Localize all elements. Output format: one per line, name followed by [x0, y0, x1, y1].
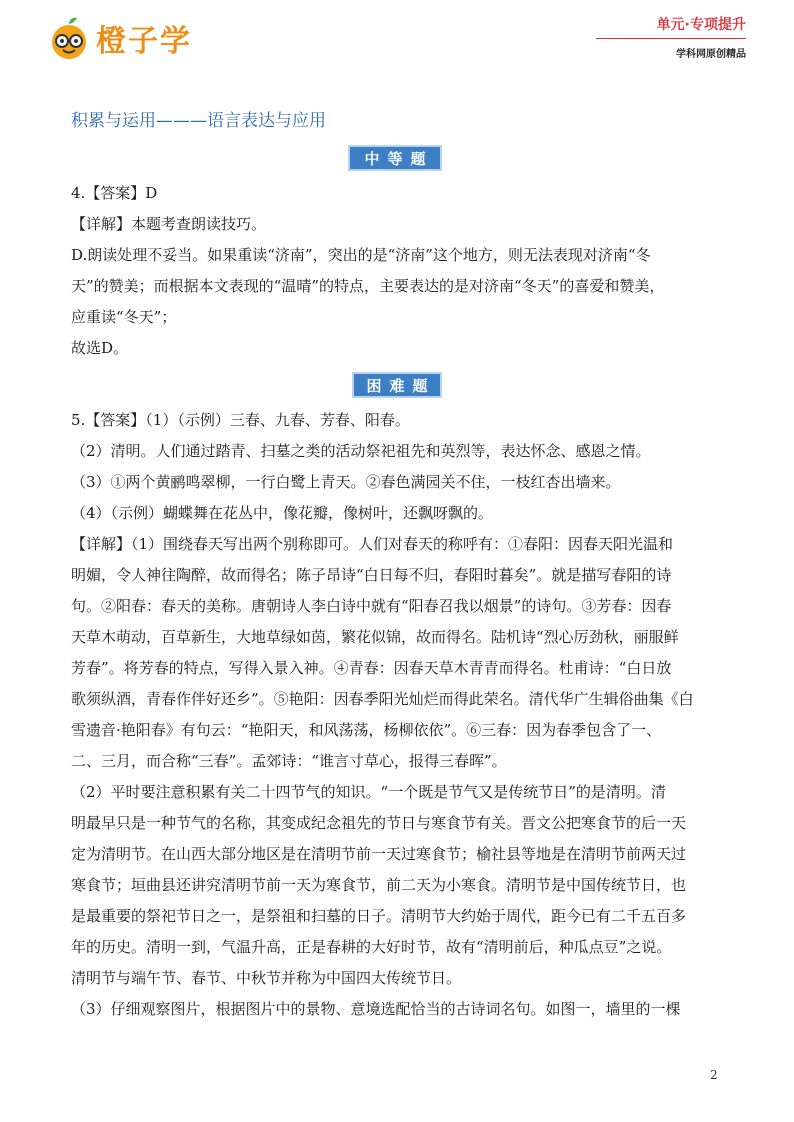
q5-detail-1-line: 芳春”。将芳春的特点，写得入景入神。④青春：因春天草木青青而得名。杜甫诗：“白日放	[71, 659, 672, 677]
tagline-main: 单元·专项提升	[656, 17, 746, 33]
q5-answer-2: （2）清明。人们通过踏青、扫墓之类的活动祭祀祖先和英烈等，表达怀念、感恩之情。	[71, 442, 651, 460]
q4-answer: 4.【答案】D	[71, 184, 158, 202]
q5-detail-2-line: 定为清明节。在山西大部分地区是在清明节前一天过寒食节；榆社县等地是在清明节前两天过	[71, 845, 687, 863]
tagline	[657, 14, 746, 60]
q4-line: 天”的赞美；而根据本文表现的“温晴”的特点，主要表达的是对济南“冬天”的喜爱和赞美，	[71, 277, 665, 295]
q5-answer-4: （4）（示例）蝴蝶舞在花丛中，像花瓣，像树叶，还飘呀飘的。	[71, 504, 494, 522]
q5-detail-3-line: （3）仔细观察图片，根据图片中的景物、意境选配恰当的古诗词名句。如图一，墙里的一棵	[71, 1000, 681, 1018]
page-number: 2	[710, 1068, 718, 1082]
q4-detail: 【详解】本题考查朗读技巧。	[71, 215, 267, 233]
q5-detail-1-line: 明媚，令人神往陶醉，故而得名；陈子昂诗“白日每不归，春阳时暮矣”。就是描写春阳的诗	[71, 566, 672, 584]
orange-mascot-icon	[48, 16, 90, 60]
q5-detail-2-line: 明最早只是一种节气的名称，其变成纪念祖先的节日与寒食节有关。晋文公把寒食节的后一天	[71, 814, 687, 832]
q5-detail-2-line: 是最重要的祭祀节日之一，是祭祖和扫墓的日子。清明节大约始于周代，距今已有二千五百多	[71, 907, 687, 925]
q4-line: D.朗读处理不妥当。如果重读“济南”，突出的是“济南”这个地方，则无法表现对济南“冬	[71, 246, 651, 264]
level-badge-medium: 中等题	[348, 145, 442, 171]
q5-detail-2-line: 寒食节；垣曲县还讲究清明节前一天为寒食节，前二天为小寒食。清明节是中国传统节日，也	[71, 876, 687, 894]
logo	[48, 16, 192, 60]
q5-detail-2-line: （2）平时要注意积累有关二十四节气的知识。“一个既是节气又是传统节日”的是清明。清	[71, 783, 666, 801]
q5-detail-1-line: 句。②阳春：春天的美称。唐朝诗人李白诗中就有“阳春召我以烟景”的诗句。③芳春：因春	[71, 597, 672, 615]
q5-detail-2-line: 年的历史。清明一到，气温升高，正是春耕的大好时节，故有“清明前后，种瓜点豆”之说。	[71, 938, 672, 956]
q5-answer: 5.【答案】（1）（示例）三春、九春、芳春、阳春。	[71, 411, 410, 429]
tagline-divider	[596, 38, 746, 39]
q5-detail-2-line: 清明节与端午节、春节、中秋节并称为中国四大传统节日。	[71, 969, 462, 987]
q5-detail-1-line: 二、三月，而合称“三春”。孟郊诗：“谁言寸草心，报得三春晖”。	[71, 752, 507, 770]
q5-detail-1-line: 雪遗音·艳阳春》有句云：“艳阳天，和风荡荡，杨柳依依”。⑥三春：因为春季包含了一、	[71, 721, 662, 739]
q5-detail-1-line: 歌须纵酒，青春作伴好还乡”。⑤艳阳：因春季阳光灿烂而得此荣名。清代华广生辑俗曲集《白	[71, 690, 694, 708]
q5-answer-3: （3）①两个黄鹂鸣翠柳，一行白鹭上青天。②春色满园关不住，一枝红杏出墙来。	[71, 473, 621, 491]
level-badge-hard: 困难题	[352, 372, 442, 398]
section-title: 积累与运用———语言表达与应用	[71, 111, 326, 131]
q5-detail-1-line: 【详解】（1）围绕春天写出两个别称即可。人们对春天的称呼有：①春阳：因春天阳光温和	[71, 535, 674, 553]
q4-conclusion: 故选D。	[71, 339, 129, 357]
logo-text: 橙子学	[96, 24, 192, 59]
q4-line: 应重读“冬天”；	[71, 308, 177, 326]
q5-detail-1-line: 天草木萌动，百草新生，大地草绿如茵，繁花似锦，故而得名。陆机诗“烈心厉劲秋，丽服鲜	[71, 628, 679, 646]
tagline-sub: 学科网原创精品	[676, 49, 746, 60]
page-header	[0, 0, 794, 80]
